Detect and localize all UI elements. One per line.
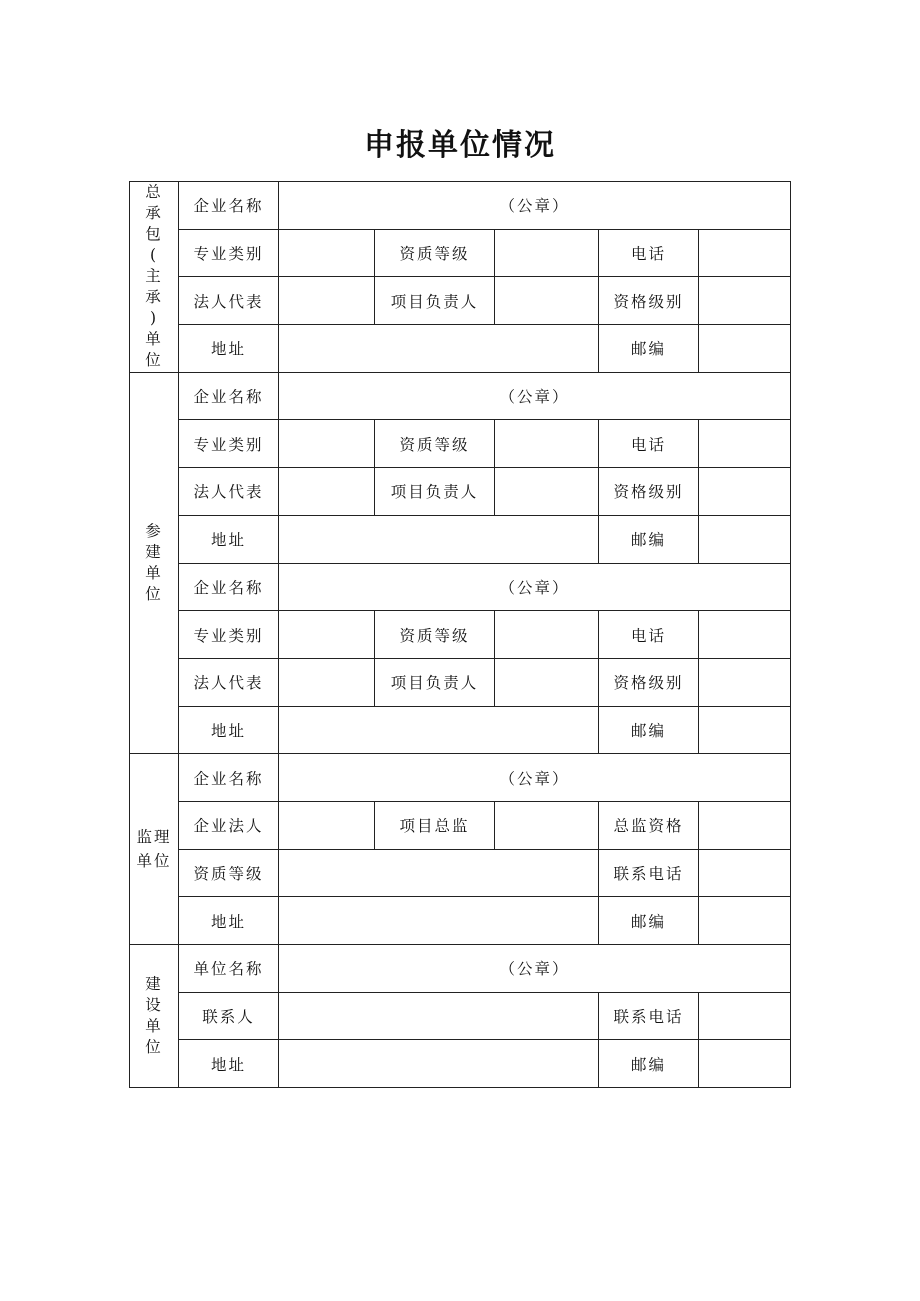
label-project-lead: 项目负责人 [375, 468, 495, 516]
legal-rep-field[interactable] [279, 468, 375, 516]
label-project-lead: 项目负责人 [375, 277, 495, 325]
phone-field[interactable] [699, 229, 791, 277]
company-seal-field[interactable]: （公章） [279, 563, 791, 611]
project-lead-field[interactable] [495, 658, 599, 706]
address-field[interactable] [279, 897, 599, 945]
label-address: 地址 [179, 1040, 279, 1088]
label-address: 地址 [179, 897, 279, 945]
label-postcode: 邮编 [599, 325, 699, 373]
label-phone: 电话 [599, 420, 699, 468]
label-address: 地址 [179, 706, 279, 754]
supervisor-cert-field[interactable] [699, 801, 791, 849]
unit-seal-field[interactable]: （公章） [279, 945, 791, 993]
participating-unit-b-row-1 [130, 563, 791, 611]
label-company-name: 企业名称 [179, 563, 279, 611]
contact-phone-field[interactable] [699, 992, 791, 1040]
cert-level-field[interactable] [699, 658, 791, 706]
company-legal-field[interactable] [279, 801, 375, 849]
label-specialty: 专业类别 [179, 611, 279, 659]
label-legal-rep: 法人代表 [179, 468, 279, 516]
label-contact-person: 联系人 [179, 992, 279, 1040]
postcode-field[interactable] [699, 325, 791, 373]
project-lead-field[interactable] [495, 468, 599, 516]
label-chief-supervisor: 项目总监 [375, 801, 495, 849]
label-cert-level: 资格级别 [599, 658, 699, 706]
specialty-field[interactable] [279, 420, 375, 468]
label-postcode: 邮编 [599, 897, 699, 945]
label-qualification-grade: 资质等级 [179, 849, 279, 897]
address-field[interactable] [279, 515, 599, 563]
general-contractor-row-2 [130, 229, 791, 277]
label-specialty: 专业类别 [179, 229, 279, 277]
label-contact-phone: 联系电话 [599, 992, 699, 1040]
general-contractor-row-3 [130, 277, 791, 325]
qualification-grade-field[interactable] [279, 849, 599, 897]
participating-unit-a-row-1 [130, 372, 791, 420]
participating-unit-a-row-2 [130, 420, 791, 468]
company-seal-field[interactable]: （公章） [279, 182, 791, 230]
qualification-grade-field[interactable] [495, 611, 599, 659]
contact-phone-field[interactable] [699, 849, 791, 897]
label-qualification-grade: 资质等级 [375, 611, 495, 659]
postcode-field[interactable] [699, 515, 791, 563]
label-postcode: 邮编 [599, 515, 699, 563]
postcode-field[interactable] [699, 1040, 791, 1088]
label-cert-level: 资格级别 [599, 468, 699, 516]
supervision-row-2 [130, 801, 791, 849]
supervision-row-1 [130, 754, 791, 802]
chief-supervisor-field[interactable] [495, 801, 599, 849]
label-legal-rep: 法人代表 [179, 658, 279, 706]
address-field[interactable] [279, 1040, 599, 1088]
construction-row-2 [130, 992, 791, 1040]
label-phone: 电话 [599, 229, 699, 277]
label-unit-name: 单位名称 [179, 945, 279, 993]
label-company-name: 企业名称 [179, 372, 279, 420]
participating-unit-b-row-2 [130, 611, 791, 659]
label-postcode: 邮编 [599, 1040, 699, 1088]
label-cert-level: 资格级别 [599, 277, 699, 325]
label-address: 地址 [179, 325, 279, 373]
label-phone: 电话 [599, 611, 699, 659]
label-company-name: 企业名称 [179, 754, 279, 802]
section-label-general-contractor: 总 承 包 ( 主 承 ) 单 位 [130, 182, 179, 373]
label-contact-phone: 联系电话 [599, 849, 699, 897]
cert-level-field[interactable] [699, 468, 791, 516]
address-field[interactable] [279, 325, 599, 373]
participating-unit-a-row-3 [130, 468, 791, 516]
construction-row-3 [130, 1040, 791, 1088]
label-company-name: 企业名称 [179, 182, 279, 230]
specialty-field[interactable] [279, 229, 375, 277]
contact-person-field[interactable] [279, 992, 599, 1040]
construction-row-1 [130, 945, 791, 993]
specialty-field[interactable] [279, 611, 375, 659]
label-company-legal: 企业法人 [179, 801, 279, 849]
label-project-lead: 项目负责人 [375, 658, 495, 706]
legal-rep-field[interactable] [279, 658, 375, 706]
company-seal-field[interactable]: （公章） [279, 372, 791, 420]
label-specialty: 专业类别 [179, 420, 279, 468]
supervision-row-3 [130, 849, 791, 897]
label-postcode: 邮编 [599, 706, 699, 754]
label-address: 地址 [179, 515, 279, 563]
section-label-supervision: 监理 单位 [130, 754, 179, 945]
label-qualification-grade: 资质等级 [375, 420, 495, 468]
applicant-units-table [129, 181, 791, 1088]
participating-unit-a-row-4 [130, 515, 791, 563]
general-contractor-row-1 [130, 182, 791, 230]
label-legal-rep: 法人代表 [179, 277, 279, 325]
section-label-construction: 建 设 单 位 [130, 945, 179, 1088]
legal-rep-field[interactable] [279, 277, 375, 325]
label-qualification-grade: 资质等级 [375, 229, 495, 277]
participating-unit-b-row-3 [130, 658, 791, 706]
phone-field[interactable] [699, 611, 791, 659]
project-lead-field[interactable] [495, 277, 599, 325]
postcode-field[interactable] [699, 706, 791, 754]
qualification-grade-field[interactable] [495, 420, 599, 468]
cert-level-field[interactable] [699, 277, 791, 325]
postcode-field[interactable] [699, 897, 791, 945]
qualification-grade-field[interactable] [495, 229, 599, 277]
label-supervisor-cert: 总监资格 [599, 801, 699, 849]
supervision-row-4 [130, 897, 791, 945]
participating-unit-b-row-4 [130, 706, 791, 754]
phone-field[interactable] [699, 420, 791, 468]
general-contractor-row-4 [130, 325, 791, 373]
page-title: 申报单位情况 [364, 128, 556, 163]
address-field[interactable] [279, 706, 599, 754]
section-label-participating: 参 建 单 位 [130, 372, 179, 754]
company-seal-field[interactable]: （公章） [279, 754, 791, 802]
